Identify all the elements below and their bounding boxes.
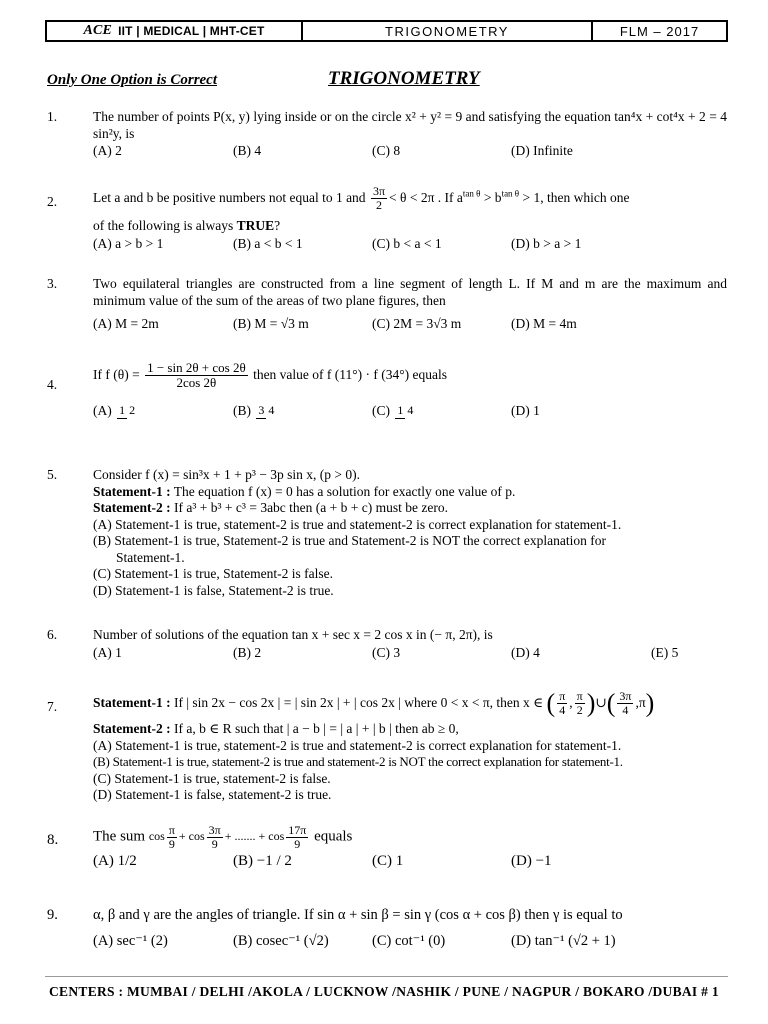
question-number: 2. — [47, 194, 58, 209]
option-d[interactable]: (D) 1 — [511, 402, 540, 418]
denominator: 9 — [211, 837, 218, 852]
question-tail: then value of f (11°) · f (34°) equals — [253, 366, 448, 382]
option-c[interactable]: (C) 1 — [372, 853, 404, 870]
text: of the following is always — [93, 218, 237, 234]
term-op: cos — [148, 829, 165, 844]
fraction — [167, 824, 177, 851]
option-label: (A) — [93, 402, 112, 418]
term-op: + cos — [178, 829, 205, 844]
term-3 — [224, 823, 311, 852]
question-text: α, β and γ are the angles of triangle. If sin α + sin β = sin γ (cos α + cos β) then γ is equal to — [93, 907, 623, 923]
question-4 — [47, 361, 727, 451]
question-number: 5. — [47, 467, 58, 482]
interval-paren: ( — [546, 688, 556, 718]
option-d[interactable]: (D) tan⁻¹ (√2 + 1) — [511, 932, 616, 949]
page-header — [45, 20, 728, 42]
question-2 — [47, 185, 727, 265]
option-b[interactable]: (B) 2 — [233, 644, 262, 660]
option-c[interactable]: (C) 8 — [372, 143, 401, 158]
fraction — [207, 824, 223, 851]
question-text — [93, 361, 727, 391]
option-a[interactable]: (A) 1 — [93, 644, 122, 660]
numerator: π — [576, 689, 583, 703]
page-title: TRIGONOMETRY — [328, 68, 480, 89]
numerator: 1 − sin 2θ + cos 2θ — [147, 360, 246, 375]
question-text: Two equilateral triangles are constructed from a line segment of length L. If M and m are the maximum and minimum value of the sum of the areas of two plane figures, then — [93, 276, 727, 308]
question-lead: The sum — [93, 828, 146, 845]
option-a[interactable]: (A) Statement-1 is true, statement-2 is true and statement-2 is correct explanation for statement-1. — [93, 737, 622, 753]
fraction — [371, 185, 387, 212]
option-a[interactable]: (A) Statement-1 is true, statement-2 is true and statement-2 is correct explanation for statement-1. — [93, 516, 622, 532]
exponent: tan θ — [501, 188, 520, 199]
statement-text: If | sin 2x − cos 2x | = | sin 2x | + | cos 2x | where 0 < x < π, then x ∈ — [170, 694, 544, 710]
numerator: 1 — [119, 403, 126, 418]
brand-box — [47, 22, 303, 40]
statement-1: Statement-1 : If | sin 2x − cos 2x | = | sin 2x | + | cos 2x | where 0 < x < π, then x ∈ ( $\frac{\pi}{4}$ , $\frac{\pi}{2}$ )∪( $\frac{3\pi}{4}$ ,π) — [93, 688, 655, 718]
question-number: 8. — [47, 832, 59, 848]
header-subject: TRIGONOMETRY — [303, 22, 593, 40]
brand-tagline: IIT | MEDICAL | MHT-CET — [118, 24, 265, 38]
question-number: 1. — [47, 109, 58, 124]
interval-end: π — [638, 694, 646, 710]
option-b[interactable]: (B) M = √3 m — [233, 316, 309, 331]
page-number: # 1 — [701, 984, 719, 999]
question-3 — [47, 276, 727, 338]
centers-list: CENTERS : MUMBAI / DELHI /AKOLA / LUCKNOW /NASHIK / PUNE / NAGPUR / BOKARO /DUBAI — [49, 984, 698, 999]
denominator: 4 — [559, 703, 566, 718]
statement-label: Statement-2 : — [93, 721, 171, 737]
question-body — [93, 276, 727, 333]
question-number: 6. — [47, 627, 58, 642]
fraction — [395, 404, 415, 418]
question-body — [93, 185, 727, 252]
fraction — [575, 690, 585, 717]
text: ? — [274, 218, 281, 234]
question-body — [93, 361, 727, 419]
option-c[interactable]: (C) Statement-1 is true, Statement-2 is false. — [93, 566, 333, 581]
section-heading — [47, 68, 727, 92]
option-a[interactable]: (A) a > b > 1 — [93, 235, 164, 251]
numerator: 3π — [208, 823, 221, 837]
header-code: FLM – 2017 — [619, 23, 700, 39]
options-row — [93, 645, 727, 662]
fraction — [145, 361, 248, 391]
fraction — [557, 690, 567, 717]
option-a[interactable]: (A) sec⁻¹ (2) — [93, 932, 168, 949]
question-text: The number of points P(x, y) lying inside or on the circle x² + y² = 9 and satisfying the equation tan⁴x + cot⁴x + 2 = 4 sin²y, is — [93, 109, 727, 141]
emphasis: TRUE — [236, 218, 275, 234]
interval-paren: ) — [645, 688, 655, 718]
numerator: 3π — [372, 184, 385, 198]
question-text: Number of solutions of the equation tan x + sec x = 2 cos x in (− π, 2π), is — [93, 627, 493, 642]
option-d[interactable]: (D) Infinite — [511, 143, 573, 158]
option-label: (C) — [372, 402, 390, 418]
option-a[interactable]: (A) 1/2 — [93, 853, 137, 870]
option-b[interactable]: (B) 4 — [233, 143, 262, 158]
question-1 — [47, 109, 727, 169]
term-op: + ....... + cos — [224, 829, 285, 844]
numerator: 17π — [288, 823, 307, 837]
option-b[interactable]: (B) Statement-1 is true, statement-2 is true and statement-2 is NOT the correct explanation for statement-1. — [93, 754, 623, 770]
question-8 — [47, 824, 727, 886]
fraction — [117, 404, 137, 418]
option-c[interactable]: (C) 2M = 3√3 m — [372, 316, 462, 331]
interval-paren: ) — [586, 688, 596, 718]
question-body — [93, 907, 727, 949]
question-number: 3. — [47, 276, 58, 291]
option-b[interactable]: (B) cosec⁻¹ (√2) — [233, 932, 329, 949]
statement-text: The equation f (x) = 0 has a solution for exactly one value of p. — [170, 483, 516, 499]
question-text — [93, 824, 727, 851]
footer — [49, 984, 719, 1000]
option-a[interactable]: (A) M = 2m — [93, 316, 159, 331]
question-line-2 — [93, 218, 727, 235]
option-d[interactable]: (D) −1 — [511, 853, 552, 870]
option-d[interactable]: (D) 4 — [511, 644, 540, 660]
numerator: π — [559, 689, 566, 703]
denominator: 4 — [268, 403, 275, 418]
exponent: tan θ — [462, 188, 481, 199]
statement-label: Statement-2 : — [93, 500, 171, 515]
numerator: 3 — [258, 403, 265, 418]
question-body — [93, 109, 727, 160]
option-b[interactable] — [233, 403, 372, 420]
option-c[interactable]: (C) Statement-1 is true, statement-2 is false. — [93, 770, 331, 786]
fraction — [286, 824, 308, 851]
option-d[interactable]: (D) b > a > 1 — [511, 235, 582, 251]
option-c[interactable] — [372, 403, 511, 420]
denominator: 4 — [407, 403, 414, 418]
options-row — [93, 236, 727, 253]
question-7 — [47, 690, 727, 820]
question-body — [93, 627, 727, 661]
option-b[interactable]: (B) a < b < 1 — [233, 235, 303, 251]
question-mid2: > b — [480, 189, 502, 205]
question-body — [93, 824, 727, 870]
denominator: 2 — [129, 403, 136, 418]
option-c[interactable]: (C) cot⁻¹ (0) — [372, 932, 446, 949]
question-number: 9. — [47, 907, 58, 923]
question-body — [93, 690, 727, 804]
question-6 — [47, 627, 727, 663]
statement-label: Statement-1 : — [93, 483, 171, 499]
option-label: (B) — [233, 402, 251, 418]
denominator: 2 — [576, 703, 583, 718]
denominator: 2 — [375, 198, 382, 213]
option-e[interactable]: (E) 5 — [651, 644, 679, 660]
option-c[interactable]: (C) b < a < 1 — [372, 235, 442, 251]
question-number: 4. — [47, 377, 58, 392]
question-tail: > 1, then which one — [519, 189, 630, 205]
footer-divider — [45, 976, 728, 977]
question-lead: Let a and b be positive numbers not equal to 1 and — [93, 189, 366, 205]
options-row — [93, 933, 727, 950]
question-lead: If f (θ) = — [93, 366, 140, 382]
options-row — [93, 403, 727, 420]
question-9 — [47, 907, 727, 962]
statement-1 — [93, 484, 727, 501]
numerator: π — [168, 823, 175, 837]
question-text: Consider f (x) = sin³x + 1 + p³ − 3p sin x, (p > 0). — [93, 467, 361, 482]
ace-logo: ACE — [83, 23, 113, 38]
options-row — [93, 853, 727, 870]
question-mid: < θ < 2π . If a — [389, 189, 463, 205]
question-text — [93, 185, 727, 212]
option-a[interactable]: (A) 2 — [93, 143, 122, 158]
statement-label: Statement-1 : — [93, 694, 171, 710]
option-d[interactable]: (D) M = 4m — [511, 316, 577, 331]
denominator: 9 — [294, 837, 301, 852]
denominator: 9 — [168, 837, 175, 852]
statement-2 — [93, 500, 727, 517]
options-row — [93, 143, 727, 160]
option-b[interactable]: (B) −1 / 2 — [233, 853, 292, 870]
term-2 — [178, 823, 225, 852]
option-b-cont: Statement-1. — [116, 549, 185, 565]
option-d[interactable]: (D) Statement-1 is false, Statement-2 is true. — [93, 582, 334, 598]
numerator: 1 — [397, 403, 404, 418]
option-d[interactable]: (D) Statement-1 is false, statement-2 is true. — [93, 787, 332, 803]
question-number: 7. — [47, 699, 58, 714]
statement-2 — [93, 721, 727, 738]
option-c[interactable]: (C) 3 — [372, 644, 401, 660]
option-b[interactable]: (B) Statement-1 is true, Statement-2 is true and Statement-2 is NOT the correct explanation for — [93, 533, 606, 548]
question-5 — [47, 467, 727, 612]
union-symbol: ∪ — [595, 694, 607, 710]
denominator: 2cos 2θ — [176, 375, 217, 391]
option-a[interactable] — [93, 403, 233, 420]
statement-text: If a, b ∈ R such that | a − b | = | a | + | b | then ab ≥ 0, — [170, 721, 459, 737]
options-row — [93, 316, 727, 333]
fraction — [256, 404, 276, 418]
statement-text: If a³ + b³ + c³ = 3abc then (a + b + c) must be zero. — [170, 500, 448, 515]
question-tail: equals — [314, 828, 353, 845]
fraction — [617, 690, 633, 717]
question-body — [93, 467, 727, 599]
option-note: Only One Option is Correct — [47, 72, 218, 88]
term-1 — [148, 823, 179, 852]
numerator: 3π — [619, 689, 632, 703]
interval-paren: ( — [606, 688, 616, 718]
denominator: 4 — [622, 703, 629, 718]
